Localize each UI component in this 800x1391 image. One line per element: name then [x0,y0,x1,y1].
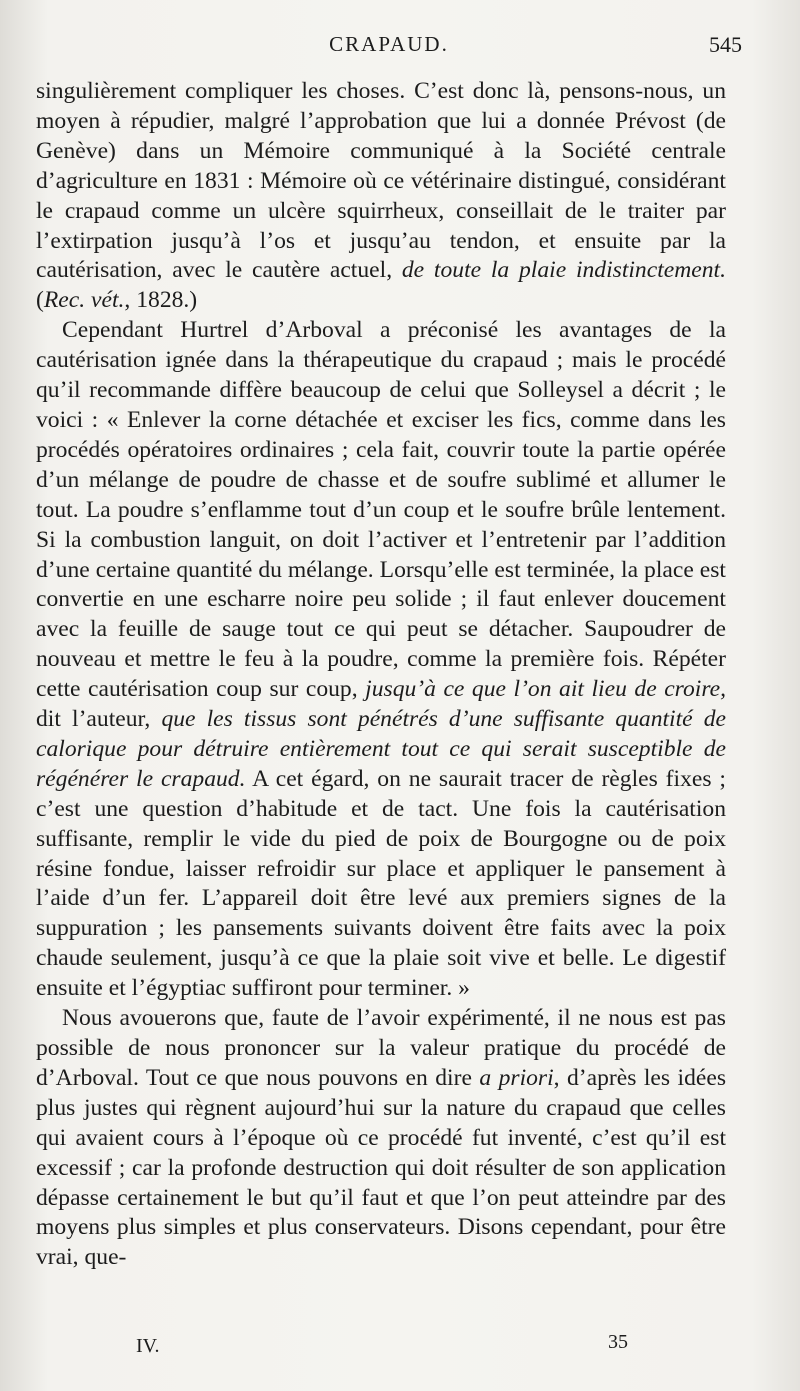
page-header [36,30,742,62]
italic-quote: jusqu’à ce que l’on ait lieu de croire, [365,676,726,703]
italic-term: a priori [479,1064,554,1091]
paragraph-text: , 1828.) [124,287,198,314]
paragraph-text: Cependant Hurtrel d’Arboval a préconisé les avantages de la cautérisation ignée dans la thérapeutique du crapaud ; mais le procédé qu’il recommande diffère beaucoup de celui que Solleysel a décrit ; le voici : « Enlever la corne détachée et exciser les fics, comme dans les procédés opératoires ordinaires ; cela fait, couvrir toute la partie opérée d’un mélange de poudre de chasse et de soufre sublimé et allumer le tout. La poudre s’enflamme tout d’un coup et le soufre brûle lentement. Si la combustion languit, on doit l’activer et l’entretenir par l’addition d’une certaine quantité du mélange. Lorsqu’elle est terminée, la place est convertie en une escharre noire peu solide ; il faut enlever doucement avec la feuille de sauge tout ce qui peut se détacher. Saupoudrer de nouveau et mettre le feu à la poudre, comme la première fois. Répéter cette cautérisation coup sur coup, [36,317,726,703]
body-text [36,77,726,1273]
signature-mark: IV. [136,1335,160,1357]
paragraph-text: ( [36,287,44,314]
paragraph-text: singulièrement compliquer les choses. C’est donc là, pensons-nous, un moyen à répudier, malgré l’approbation que lui a donnée Prévost (de Genève) dans un Mémoire communiqué à la Société centrale d’agriculture en 1831 : Mémoire où ce vétérinaire distingué, considérant le crapaud comme un ulcère squirrheux, conseillait de le traiter par l’extirpation jusqu’à l’os et jusqu’au tendon, et ensuite par la cautérisation, avec le cautère actuel, [36,78,726,284]
page-number: 545 [709,32,742,57]
running-head: CRAPAUD. [329,32,449,56]
paragraph-arboval [36,316,726,1004]
sheet-number: 35 [608,1331,628,1353]
paragraph-text: dit l’auteur, [36,706,162,733]
paragraph-continued [36,77,726,316]
page-footer [36,1331,742,1361]
citation-abbreviation: Rec. vét. [43,287,125,314]
italic-quote: que les tissus sont pénétrés d’une suffisante quantité de calorique pour détruire entièrement tout ce qui serait susceptible de régénérer le crapaud. [36,706,726,792]
paragraph-conclusion [36,1004,726,1273]
paragraph-text: Nous avouerons que, faute de l’avoir expérimenté, il ne nous est pas possible de nous prononcer sur la valeur pratique du procédé de d’Arboval. Tout ce que nous pouvons en dire [36,1005,726,1091]
paragraph-text: , d’après les idées plus justes qui règnent aujourd’hui sur la nature du crapaud que celles qui avaient cours à l’époque où ce procédé fut inventé, c’est qu’il est excessif ; car la profonde destruction qui doit résulter de son application dépasse certainement le but qu’il faut et que l’on peut atteindre par des moyens plus simples et plus conservateurs. Disons cependant, pour être vrai, que- [36,1064,727,1271]
paragraph-text: A cet égard, on ne saurait tracer de règles fixes ; c’est une question d’habitude et de tact. Une fois la cautérisation suffisante, remplir le vide du pied de poix de Bourgogne ou de poix résine fondue, laisser refroidir sur place et appliquer le pansement à l’aide d’un fer. L’appareil doit être levé aux premiers signes de la suppuration ; les pansements suivants doivent être faits avec la poix chaude seulement, jusqu’à ce que la plaie soit vive et belle. Le digestif ensuite et l’égyptiac suffiront pour terminer. » [36,765,726,1002]
italic-text: de toute la plaie indistinctement. [401,257,726,284]
